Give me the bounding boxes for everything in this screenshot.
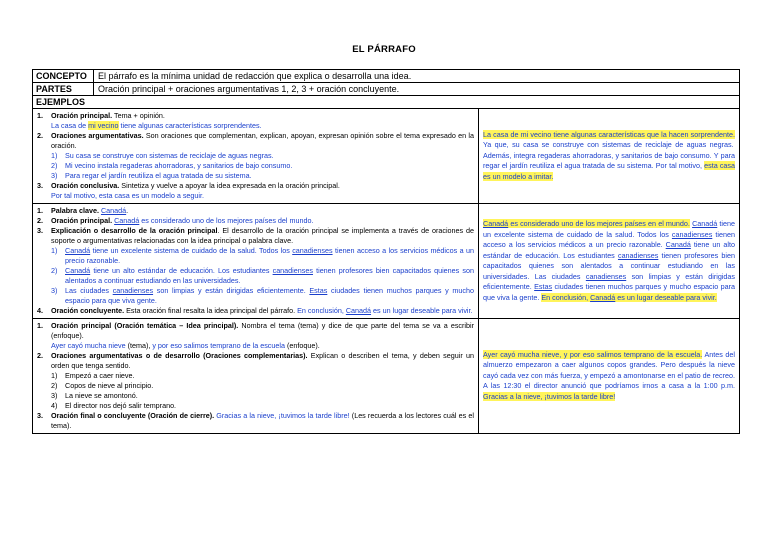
- keyword: canadienses: [292, 246, 333, 255]
- sub-item-text: tiene un alto estándar de educación. Los estudiantes: [90, 266, 273, 275]
- item-text: (Les recuerda a los lectores cuál es el tema).: [51, 411, 474, 430]
- sub-item-number: 3): [51, 286, 58, 295]
- highlighted-conclusion: En conclusión,: [541, 292, 591, 302]
- example-annotation: (tema),: [125, 341, 153, 350]
- item-number: 4.: [37, 306, 43, 315]
- item-number: 2.: [37, 131, 43, 140]
- keyword: Canadá: [665, 240, 691, 249]
- list-item: [37, 181, 474, 191]
- example-text: tiene algunas características sorprendentes.: [118, 121, 262, 130]
- keyword: canadienses: [112, 286, 154, 295]
- list-item: [37, 226, 474, 246]
- paragraph-table: [32, 69, 740, 434]
- sub-item-number: 1): [51, 246, 58, 255]
- sub-item: [37, 401, 474, 411]
- example-2: [33, 203, 739, 318]
- sub-item-text: son limpias y están dirigidas eficientemente.: [153, 286, 310, 295]
- paragraph-body: tiene un alto estándar de educación. Los estudiantes: [483, 240, 735, 260]
- item-heading: Explicación o desarrollo de la oración principal: [51, 226, 218, 235]
- item-heading: Oraciones argumentativas.: [51, 131, 144, 140]
- sub-item-text: La nieve se amontonó.: [65, 391, 138, 400]
- highlighted-conclusion: Gracias a la nieve, ¡tuvimos la tarde libre!: [483, 391, 616, 401]
- sub-item-text: tienen acceso a los servicios médicos a un precio razonable.: [65, 246, 474, 265]
- example-2-paragraph: [479, 204, 739, 318]
- sub-item: [37, 151, 474, 161]
- list-item: [37, 131, 474, 151]
- list-item: [37, 206, 474, 216]
- item-text: . El desarrollo de la oración principal se implementa a través de oraciones de soporte o argumentativas relacionadas con la idea principal o palabra clave.: [51, 226, 474, 245]
- partes-label: PARTES: [33, 83, 94, 95]
- keyword: Canadá: [65, 246, 91, 255]
- paragraph-body: tienen profesores bien capacitados quienes son alentados a continuar estudiando en las universidades. Las ciudades: [483, 250, 735, 281]
- item-heading: Oración conclusiva.: [51, 181, 120, 190]
- item-text: es considerado uno de los mejores países del mundo.: [139, 216, 314, 225]
- item-number: 1.: [37, 206, 43, 215]
- list-item: [37, 321, 474, 341]
- example-3-breakdown: [33, 319, 479, 433]
- keyword: Canadá: [114, 216, 140, 225]
- document-title: EL PÁRRAFO: [352, 44, 416, 55]
- highlighted-main-sentence: Ayer cayó mucha nieve, y por eso salimos temprano de la escuela.: [483, 349, 703, 359]
- highlighted-keyword: mi vecino: [88, 121, 119, 130]
- highlighted-main-sentence: La casa de mi vecino tiene algunas características que la hacen sorprendente.: [483, 129, 735, 139]
- sub-item: [37, 171, 474, 181]
- partes-row: [33, 83, 739, 96]
- item-heading: Oración principal.: [51, 216, 113, 225]
- item-heading: Oración principal (Oración temática – Idea principal).: [51, 321, 239, 330]
- sub-item-text: El director nos dejó salir temprano.: [65, 401, 177, 410]
- paragraph-body: tiene un excelente sistema de cuidado de la salud. Todos los: [483, 219, 736, 239]
- sub-item-text: Empezó a caer nieve.: [65, 371, 135, 380]
- sub-item-number: 1): [51, 151, 58, 160]
- sub-item: [37, 286, 474, 306]
- sub-item-text: ciudades tienen muchos parques y mucho espacio para que viva gente.: [65, 286, 474, 305]
- item-number: 3.: [37, 226, 43, 235]
- item-number: 1.: [37, 321, 43, 330]
- item-heading: Oraciones argumentativas o de desarrollo (Oraciones complementarias).: [51, 351, 308, 360]
- example-sentence: Por tal motivo, esta casa es un modelo a seguir.: [51, 191, 205, 200]
- ejemplos-label: EJEMPLOS: [36, 97, 86, 107]
- example-sentence: [37, 121, 474, 131]
- list-item: [37, 351, 474, 371]
- item-number: 2.: [37, 216, 43, 225]
- example-text: es un lugar deseable para vivir.: [371, 306, 473, 315]
- concepto-text: El párrafo es la mínima unidad de redacción que explica o desarrolla una idea.: [98, 71, 412, 81]
- sub-item-number: 2): [51, 161, 58, 170]
- keyword: Estas: [534, 282, 553, 291]
- sub-item: [37, 381, 474, 391]
- sub-item: [37, 266, 474, 286]
- sub-item-number: 3): [51, 391, 58, 400]
- paragraph-body: ciudades tienen muchos parques y mucho espacio para que viva la gente.: [483, 282, 736, 302]
- keyword: Canadá: [590, 292, 616, 302]
- sub-item-text: Su casa se construye con sistemas de reciclaje de aguas negras.: [65, 151, 274, 160]
- keyword: Estas: [309, 286, 328, 295]
- example-1-paragraph: [479, 109, 739, 203]
- item-text: Esta oración final resalta la idea principal del párrafo.: [124, 306, 296, 315]
- item-heading: Oración concluyente.: [51, 306, 125, 315]
- item-text: .: [126, 206, 129, 215]
- sub-item-text: Las ciudades: [65, 286, 113, 295]
- item-heading: Oración final o concluyente (Oración de cierre).: [51, 411, 215, 420]
- keyword: Canadá: [65, 266, 91, 275]
- sub-item-number: 3): [51, 171, 58, 180]
- keyword: canadienses: [671, 229, 713, 239]
- concepto-label: CONCEPTO: [33, 70, 94, 82]
- item-text: Explican o describen el tema, y deben seguir un orden que tenga sentido.: [51, 351, 474, 370]
- concepto-row: [33, 70, 739, 83]
- paragraph-body: tienen acceso a los servicios médicos a un precio razonable.: [483, 229, 736, 249]
- paragraph-body: Ya que, su casa se construye con sistemas de reciclaje de aguas negras. Además, integra regaderas ahorradoras, y sanitarios de bajo consumo. Y para regar el jardín reutiliza el agua tratada de su sistema. Por tal motivo,: [483, 140, 735, 171]
- sub-item-text: tienen profesores bien capacitados quienes son alentados a continuar estudiando en las universidades.: [65, 266, 474, 285]
- item-number: 1.: [37, 111, 43, 120]
- sub-item-text: tiene un excelente sistema de cuidado de la salud. Todos los: [90, 246, 293, 255]
- ejemplos-section: [33, 96, 739, 433]
- example-text: Ayer cayó mucha nieve: [51, 341, 126, 350]
- item-number: 3.: [37, 411, 43, 420]
- keyword: Canadá: [483, 219, 509, 228]
- keyword: canadienses: [272, 266, 313, 275]
- sub-item: [37, 371, 474, 381]
- highlighted-conclusion: esta casa es un modelo a imitar.: [483, 161, 736, 181]
- example-text: En conclusión,: [295, 306, 346, 315]
- sub-item-text: Copos de nieve al principio.: [65, 381, 154, 390]
- sub-item-number: 2): [51, 266, 58, 275]
- sub-item: [37, 161, 474, 171]
- example-1-breakdown: [33, 109, 479, 203]
- item-text: Son oraciones que complementan, explican, apoyan, expresan opinión sobre el tema expresado en la oración.: [51, 131, 474, 150]
- sub-item-number: 2): [51, 381, 58, 390]
- sub-item-number: 1): [51, 371, 58, 380]
- highlighted-conclusion: es un lugar deseable para vivir.: [615, 292, 717, 302]
- sub-item-text: Mi vecino instala regaderas ahorradoras, y sanitarios de bajo consumo.: [65, 161, 293, 170]
- item-heading: Oración principal.: [51, 111, 113, 120]
- highlighted-main-sentence: es considerado uno de los mejores países en el mundo.: [508, 219, 690, 228]
- list-item: [37, 111, 474, 121]
- keyword: canadienses: [617, 250, 659, 260]
- paragraph-body: son limpias y están dirigidas eficientemente.: [483, 271, 735, 291]
- example-text: y por eso salimos temprano de la escuela: [152, 341, 285, 350]
- sub-item: [37, 246, 474, 266]
- item-text: Nombra el tema (tema) y dice de que parte del tema se va a escribir (enfoque).: [51, 321, 474, 340]
- paragraph-body: Antes del almuerzo empezaron a caer algunos copos grandes. Pero después la nieve cayó cada vez con más fuerza, y empezó a amontonarse en el patio de recreo. A las 12:30 el director anunció que podríamos irnos a casa a la 1:00 p.m.: [483, 349, 735, 391]
- example-3: [33, 318, 739, 433]
- keyword: Canadá: [345, 306, 372, 315]
- example-1: [33, 108, 739, 203]
- item-number: 3.: [37, 181, 43, 190]
- partes-text: Oración principal + oraciones argumentativas 1, 2, 3 + oración concluyente.: [98, 84, 400, 94]
- example-sentence: [37, 341, 474, 351]
- sub-item: [37, 391, 474, 401]
- list-item: [37, 216, 474, 226]
- example-text: La casa de: [51, 121, 89, 130]
- item-text: Sintetiza y vuelve a apoyar la idea expresada en la oración principal.: [119, 181, 340, 190]
- list-item: [37, 411, 474, 431]
- example-3-paragraph: [479, 319, 739, 433]
- item-number: 2.: [37, 351, 43, 360]
- keyword: canadienses: [585, 271, 627, 281]
- example-text: Gracias a la nieve, ¡tuvimos la tarde libre!: [214, 411, 350, 420]
- keyword: Canadá: [692, 219, 718, 228]
- item-text: Tema + opinión.: [112, 111, 165, 120]
- sub-item-number: 4): [51, 401, 58, 410]
- list-item: [37, 306, 474, 316]
- example-annotation: (enfoque).: [284, 341, 320, 350]
- sub-item-text: Para regar el jardín reutiliza el agua tratada de su sistema.: [65, 171, 252, 180]
- keyword: Canadá: [100, 206, 127, 215]
- item-heading: Palabra clave.: [51, 206, 99, 215]
- example-2-breakdown: [33, 204, 479, 318]
